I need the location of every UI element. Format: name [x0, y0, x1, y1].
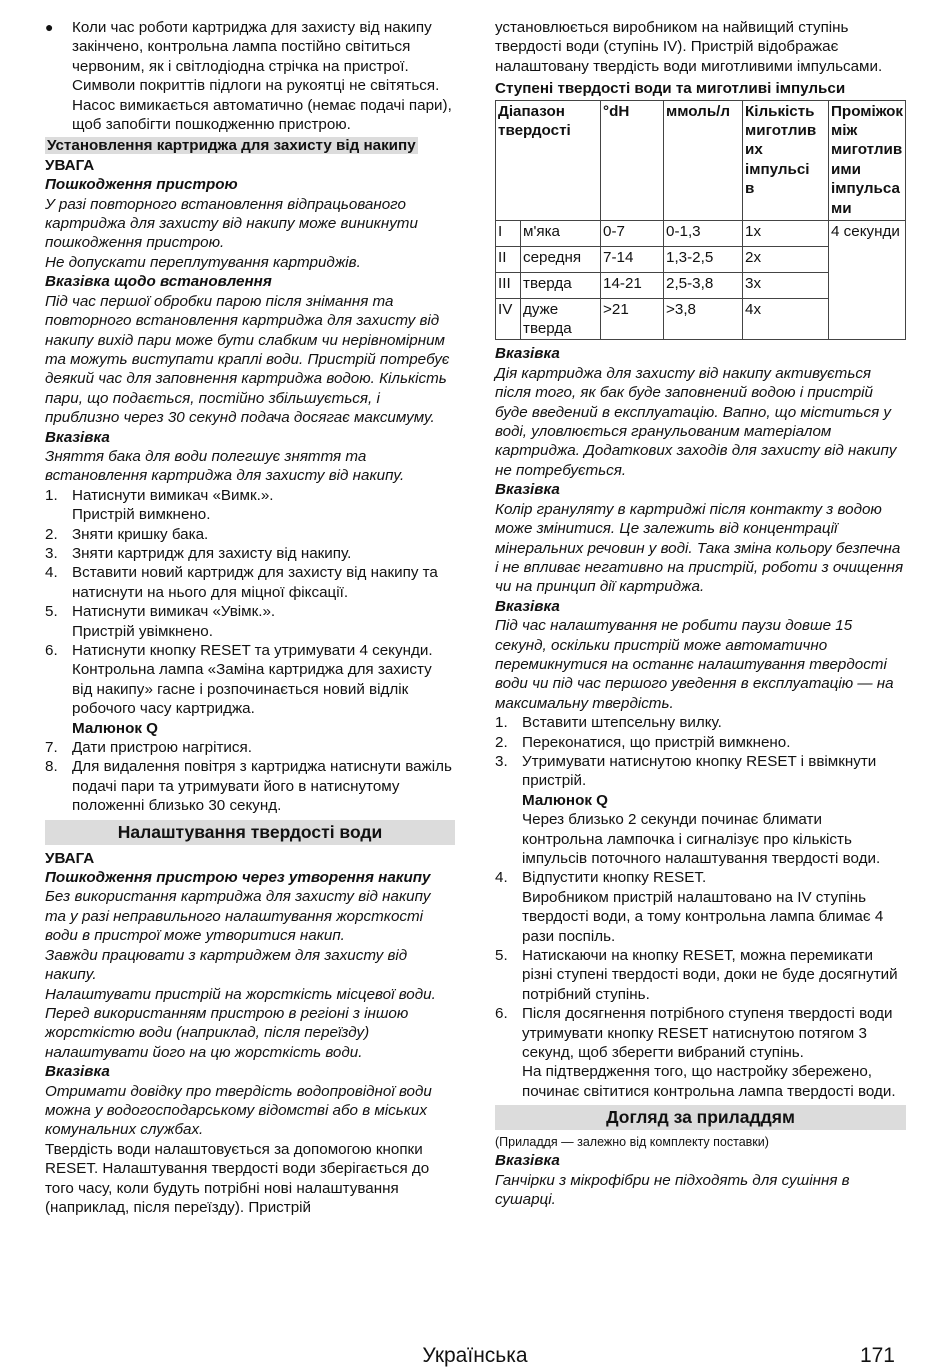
- list-item: 7. Дати пристрою нагрітися.: [45, 739, 252, 757]
- warning-text: У разі повторного встановлення відпрацьованого картриджа для захисту від накипу може виникнути пошкодження пристрою.: [45, 195, 418, 252]
- table-cell: 0-1,3: [664, 220, 743, 246]
- note-text: Отримати довідку про твердість водопровідної води можна у водогосподарському відомстві або в міських комунальних службах.: [45, 1082, 432, 1139]
- section-heading-hardness: Налаштування твердості води: [45, 820, 455, 845]
- bullet-item: [45, 18, 455, 134]
- note-title: Вказівка: [495, 345, 560, 363]
- table-cell: 2x: [743, 246, 829, 272]
- note-title: Вказівка: [495, 597, 560, 615]
- figure-reference: Малюнок Q: [522, 791, 608, 809]
- table-title: Ступені твердості води та миготливі імпульси: [495, 80, 846, 98]
- table-cell: 1,3-2,5: [664, 246, 743, 272]
- list-item: 5. Натискаючи на кнопку RESET, можна перемикати різні ступені твердості води, доки не буде досягнутий потрібний ступінь.: [495, 947, 898, 1003]
- note-title: Вказівка: [45, 428, 110, 446]
- section-heading-cartridge: Установлення картриджа для захисту від накипу: [47, 137, 416, 155]
- note-title: Вказівка: [495, 481, 560, 499]
- list-item: 2. Зняти кришку бака.: [45, 525, 209, 543]
- table-cell-interval: 4 секунди: [829, 220, 906, 340]
- list-item: 6. Після досягнення потрібного ступеня твердості води утримувати кнопку RESET натиснутою потягом 3 секунд, щоб зберегти вибраний ступінь. На підтвердження того, що настройку збережено, починає світитися контрольна лампа твердості води.: [495, 1005, 896, 1100]
- list-item: 6. Натиснути кнопку RESET та утримувати 4 секунди. Контрольна лампа «Заміна картриджа для захисту від накипу» гасне і розпочинається новий відлік робочого часу картриджа. Малюнок Q: [45, 641, 455, 738]
- bullet-text: Коли час роботи картриджа для захисту від накипу закінчено, контрольна лампа постійно світиться червоним, як і світлодіодна стрічка на пристрої. Символи покриттів підлоги на рукоятці не світяться. Насос вимикається автоматично (немає подачі пари), щоб запобігти пошкодженню пристрою.: [72, 19, 452, 134]
- table-header-count: Кількість миготлив их імпульсі в: [743, 100, 829, 220]
- note-text: Зняття бака для води полегшує зняття та встановлення картриджа для захисту від накипу.: [45, 447, 405, 485]
- hardness-steps-list: [495, 713, 906, 1101]
- warning-text: Налаштувати пристрій на жорсткість місцевої води.: [45, 985, 436, 1003]
- note-title: Вказівка щодо встановлення: [45, 273, 272, 291]
- footer-language: Українська: [422, 1344, 528, 1367]
- table-cell: II: [496, 246, 521, 272]
- warning-text: Не допускати переплутування картриджів.: [45, 253, 361, 271]
- table-header-mmol: ммоль/л: [664, 100, 743, 220]
- table-cell: I: [496, 220, 521, 246]
- warning-label: УВАГА: [45, 849, 95, 867]
- list-item: 1. Натиснути вимикач «Вимк.». Пристрій вимкнено.: [45, 486, 274, 524]
- table-cell: 7-14: [601, 246, 664, 272]
- table-header-interval: Проміжок між миготлив ими імпульса ми: [829, 100, 906, 220]
- list-item: 8. Для видалення повітря з картриджа натиснути важіль подачі пари та утримувати його в натиснутому положенні близько 30 секунд.: [45, 758, 452, 815]
- note-text: Під час налаштування не робити паузи довше 15 секунд, оскільки пристрій може автоматично перемикнутися на останнє налаштування твердості води чи під час першого уведення в експлуатацію — на максимальну твердість.: [495, 617, 894, 712]
- bullet-dot-icon: ●: [45, 19, 54, 35]
- figure-reference: Малюнок Q: [72, 719, 158, 737]
- table-cell: 4x: [743, 298, 829, 340]
- table-cell: 1x: [743, 220, 829, 246]
- list-item: 1. Вставити штепсельну вилку.: [495, 714, 722, 732]
- table-cell: середня: [521, 246, 601, 272]
- warning-text: Без використання картриджа для захисту від накипу та у разі неправильного налаштування жорсткості води в пристрої може утворитися накип.: [45, 888, 431, 945]
- table-cell: >21: [601, 298, 664, 340]
- table-cell: III: [496, 272, 521, 298]
- body-text: установлюється виробником на найвищий ступінь твердості води (ступінь IV). Пристрій відображає налаштовану твердість води миготливими імпульсами.: [495, 19, 883, 75]
- install-steps-list: [45, 486, 455, 816]
- warning-label: УВАГА: [45, 156, 95, 174]
- table-cell: 3x: [743, 272, 829, 298]
- warning-title: Пошкодження пристрою через утворення накипу: [45, 869, 431, 887]
- note-title: Вказівка: [45, 1063, 110, 1081]
- note-text: Ганчірки з мікрофібри не підходять для сушіння в сушарці.: [495, 1171, 850, 1209]
- body-text: Твердість води налаштовується за допомогою кнопки RESET. Налаштування твердості води зберігається до того часу, коли будуть потрібні нові налаштування (наприклад, після переїзду). Пристрій: [45, 1140, 430, 1216]
- list-item: 3. Зняти картридж для захисту від накипу.: [45, 544, 352, 562]
- accessory-note: (Приладдя — залежно від комплекту поставки): [495, 1135, 769, 1150]
- table-header-dh: °dH: [601, 100, 664, 220]
- table-cell: IV: [496, 298, 521, 340]
- hardness-table: [495, 100, 906, 341]
- table-cell: 2,5-3,8: [664, 272, 743, 298]
- table-row: [496, 220, 906, 246]
- table-cell: 14-21: [601, 272, 664, 298]
- left-column: [45, 18, 455, 1217]
- table-cell: м'яка: [521, 220, 601, 246]
- note-title: Вказівка: [495, 1152, 560, 1170]
- note-text: Дія картриджа для захисту від накипу активується після того, як бак буде заповнений водою і пристрій буде введений в експлуатацію. Вапно, що міститься у воді, уловлюється гранульованим матеріалом картриджа. Додаткових заходів для захисту від накипу не потребується.: [495, 364, 897, 479]
- list-item: 4. Відпустити кнопку RESET. Виробником пристрій налаштовано на IV ступінь твердості води, а тому контрольна лампа блимає 4 рази поспіль.: [495, 869, 884, 945]
- note-text: Колір грануляту в картриджі після контакту з водою може змінитися. Це залежить від концентрації мінеральних речовин у воді. Така зміна кольору безпечна і не впливає негативно на пристрій, роботи з очищення чи на принцип дії картриджа.: [495, 500, 904, 596]
- list-item: 3. Утримувати натиснутою кнопку RESET і ввімкнути пристрій. Малюнок Q Через близько 2 секунди починає блимати контрольна лампочка і сигналізує про кількість імпульсів поточного налаштування твердості води.: [495, 752, 906, 868]
- table-header-range: Діапазон твердості: [496, 100, 601, 220]
- right-column: [495, 18, 906, 1210]
- note-text: Під час першої обробки парою після знімання та повторного встановлення картриджа для захисту від накипу вихід пари може бути слабким чи нерівномірним та можуть виступати краплі води. Пристрій потребує деякий час для заповнення картриджа водою. Кількість пари, що подається, постійно збільшується, і приблизно через 30 секунд подача досягає максимуму.: [45, 292, 450, 427]
- list-item: 2. Переконатися, що пристрій вимкнено.: [495, 733, 791, 751]
- warning-text: Завжди працювати з картриджем для захисту від накипу.: [45, 946, 408, 984]
- table-header-row: [496, 100, 906, 220]
- page-number: 171: [859, 1344, 895, 1367]
- table-cell: дуже тверда: [521, 298, 601, 340]
- warning-text: Перед використанням пристрою в регіоні з іншою жорсткістю води (наприклад, після переїзду) налаштувати його на цю жорсткість води.: [45, 1004, 409, 1061]
- section-heading-accessories: Догляд за приладдям: [495, 1105, 906, 1130]
- warning-title: Пошкодження пристрою: [45, 176, 238, 194]
- table-cell: >3,8: [664, 298, 743, 340]
- table-cell: 0-7: [601, 220, 664, 246]
- list-item: 4. Вставити новий картридж для захисту від накипу та натиснути на нього для міцної фіксації.: [45, 564, 438, 601]
- list-item: 5. Натиснути вимикач «Увімк.». Пристрій увімкнено.: [45, 603, 276, 640]
- table-cell: тверда: [521, 272, 601, 298]
